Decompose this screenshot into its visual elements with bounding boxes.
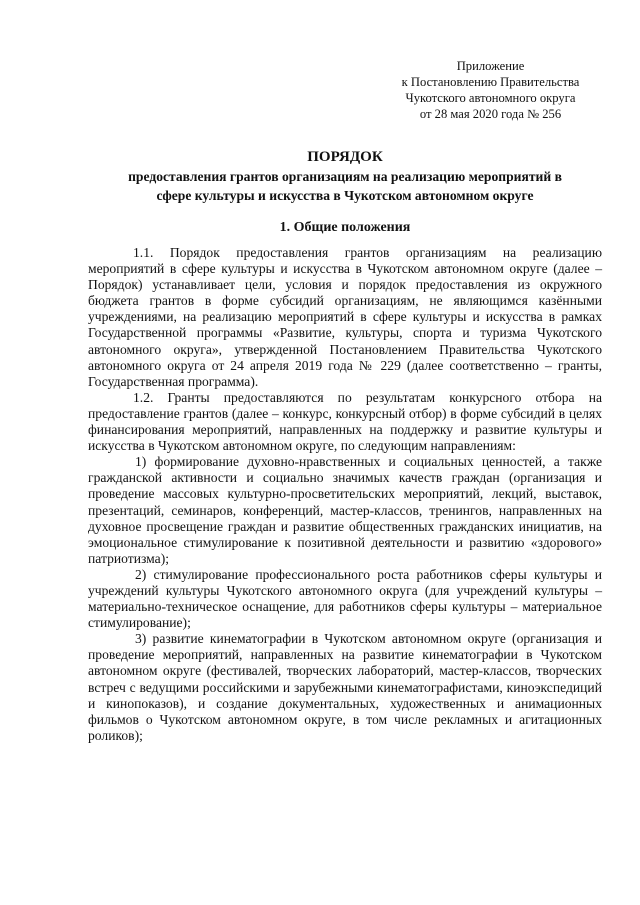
section-heading: 1. Общие положения — [279, 220, 411, 235]
appendix-resolution-ref: к Постановлению Правительства — [401, 75, 580, 89]
appendix-header — [388, 58, 593, 122]
list-item-2: 2) стимулирование профессионального роста работников сферы культуры и учреждений культуры Чукотского автономного округа (для учреждений культуры – материально-техническое оснащение, для работников сферы культуры – материальное стимулирование); — [88, 566, 602, 631]
appendix-date-number: от 28 мая 2020 года № 256 — [419, 107, 562, 121]
paragraph-1-2: 1.2. Гранты предоставляются по результатам конкурсного отбора на предоставление грантов (далее – конкурс, конкурсный отбор) в форме субсидий в целях финансирования мероприятий, направленных на поддержку и развитие культуры и искусства в Чукотском автономном округе, по следующим направлениям: — [88, 389, 602, 454]
title-main: ПОРЯДОК — [307, 149, 383, 165]
title-line-3: сфере культуры и искусства в Чукотском автономном округе — [156, 188, 534, 203]
list-item-3: 3) развитие кинематографии в Чукотском автономном округе (организация и проведение мероприятий, направленных на развитие кинематографии в Чукотском автономном округе (фестивалей, творческих лабораторий, мастер-классов, творческих встреч с ведущими российскими и зарубежными кинематографистами, киноэкспедиций и кинопоказов), и создание документальных, художественных и анимационных фильмов о Чукотском автономном округе, в том числе рекламных и агитационных роликов); — [88, 631, 602, 743]
list-item-1: 1) формирование духовно-нравственных и социальных ценностей, а также гражданской активности и социально значимых качеств граждан (организация и проведение массовых культурно-просветительских мероприятий, лекций, выставок, презентаций, семинаров, конференций, мастер-классов, тренингов, направленных на духовное просвещение граждан и развитие общественных гражданских инициатив, на эмоциональное стимулирование к позитивной деятельности и развитию «здорового» патриотизма); — [88, 454, 602, 566]
document-body — [88, 245, 602, 744]
document-title — [88, 148, 602, 205]
title-line-2: предоставления грантов организациям на реализацию мероприятий в — [128, 169, 562, 184]
appendix-region: Чукотского автономного округа — [405, 91, 576, 105]
appendix-label: Приложение — [456, 59, 525, 73]
paragraph-1-1: 1.1. Порядок предоставления грантов организациям на реализацию мероприятий в сфере культуры и искусства в Чукотском автономном округе (далее – Порядок) устанавливает цели, условия и порядок предоставления из окружного бюджета грантов в форме субсидий организациям, не являющимся казёнными учреждениями, на реализацию мероприятий в сфере культуры и искусства в рамках Государственной программы «Развитие, культуры, спорта и туризма Чукотского автономного округа», утвержденной Постановлением Правительства Чукотского автономного округа от 24 апреля 2019 года № 229 (далее соответственно – гранты, Государственная программа). — [88, 245, 602, 389]
